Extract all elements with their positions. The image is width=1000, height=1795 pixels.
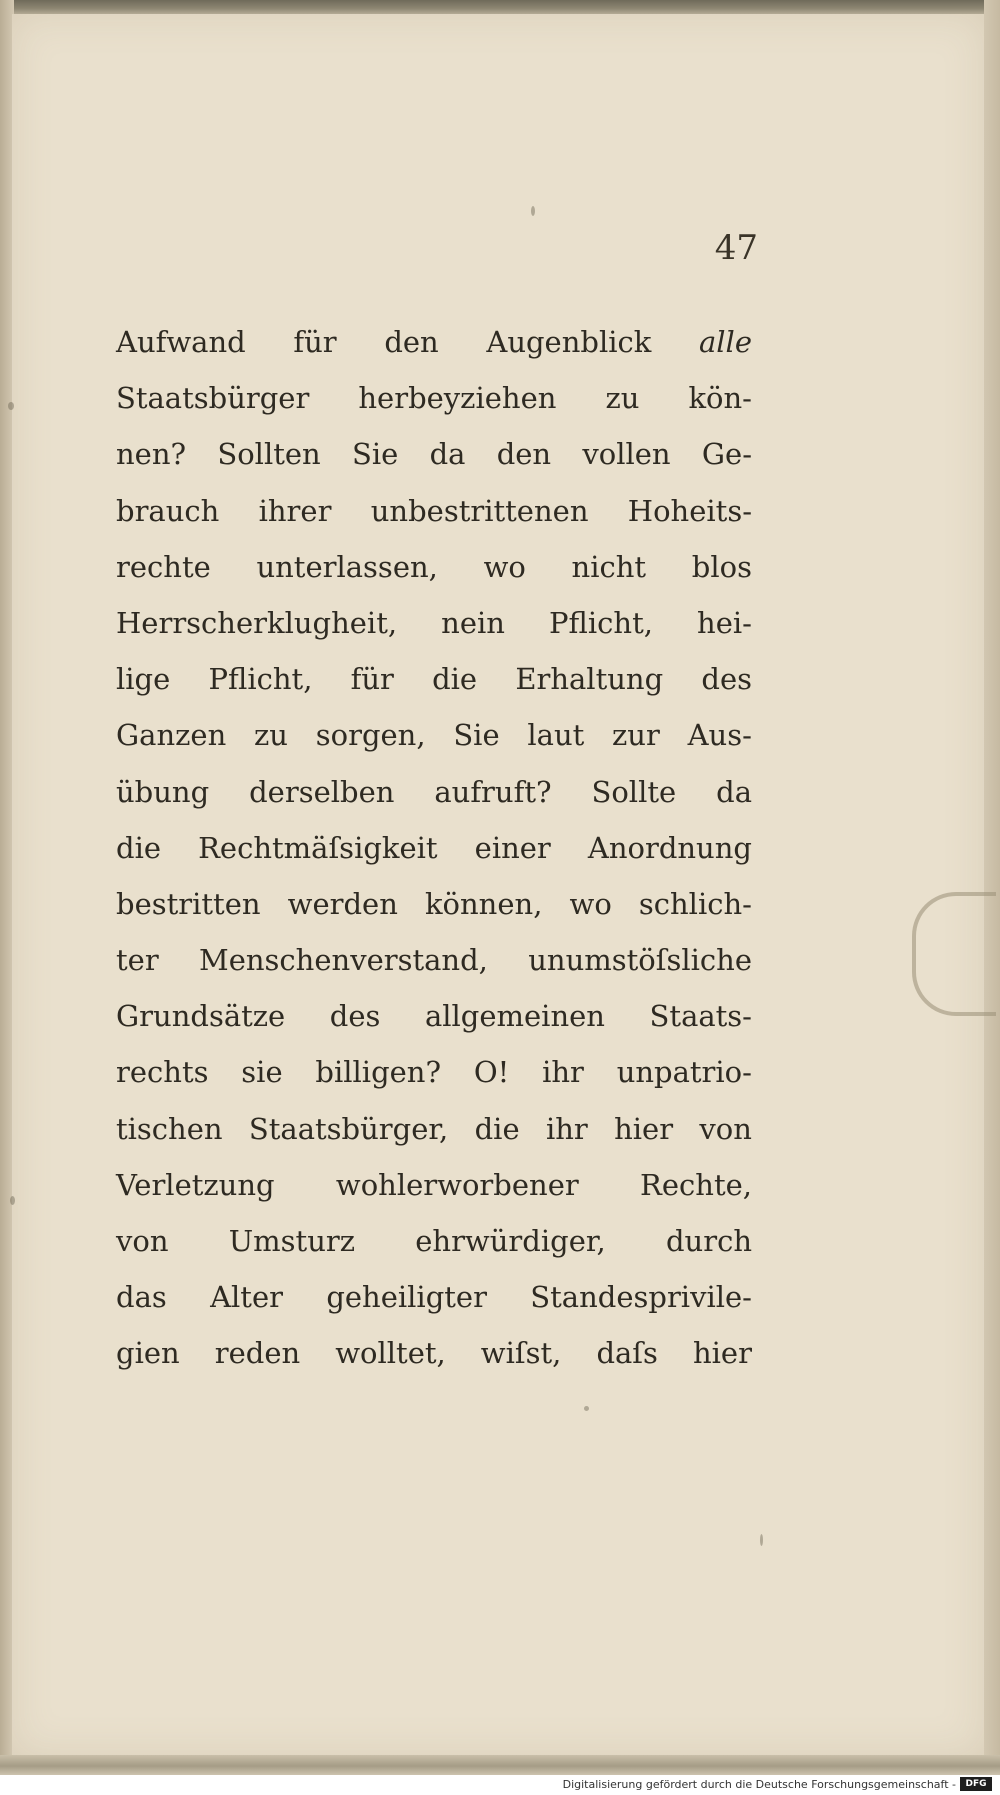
text-word: tischen xyxy=(116,1111,223,1146)
text-word: wo xyxy=(569,886,612,921)
text-word: Staatsbürger, xyxy=(248,1111,449,1146)
text-word: zu xyxy=(254,718,288,753)
text-line xyxy=(116,1213,752,1269)
text-word: kön- xyxy=(688,381,752,416)
text-word: ter xyxy=(116,943,159,978)
text-word: rechts xyxy=(116,1055,209,1090)
text-line xyxy=(116,539,752,595)
text-word: das xyxy=(116,1280,167,1315)
text-word: hier xyxy=(614,1111,674,1146)
text-word: werden xyxy=(287,886,398,921)
text-line xyxy=(116,426,752,482)
text-word: Sie xyxy=(453,718,500,753)
text-word: von xyxy=(116,1224,169,1258)
text-line xyxy=(116,1269,752,1325)
text-word: derselben xyxy=(249,774,395,809)
text-word: Sollten xyxy=(217,437,321,472)
text-word: Rechtmäſsigkeit xyxy=(198,830,438,865)
text-word: ihr xyxy=(542,1055,584,1090)
text-word: daſs xyxy=(596,1336,658,1371)
text-word: Pflicht, xyxy=(549,605,653,640)
clip-mark-decoration xyxy=(912,892,996,1016)
text-word: nein xyxy=(441,605,505,640)
text-word: die xyxy=(432,662,478,697)
text-line xyxy=(116,1101,752,1157)
text-word: für xyxy=(293,325,337,359)
text-word: Grundsätze xyxy=(116,999,286,1034)
text-line xyxy=(116,820,752,876)
text-word: unpatrio- xyxy=(616,1055,752,1090)
text-word: Herrscherklugheit, xyxy=(116,605,398,640)
text-word: Ge- xyxy=(701,437,752,472)
text-word: ehrwürdiger, xyxy=(415,1224,606,1258)
text-word: zu xyxy=(605,381,640,416)
text-word: den xyxy=(384,325,439,359)
text-line xyxy=(116,988,752,1044)
text-word: Rechte, xyxy=(640,1167,752,1202)
text-word: den xyxy=(496,437,552,472)
text-word: schlich- xyxy=(638,886,752,921)
text-word: da xyxy=(716,774,752,809)
text-word: Umsturz xyxy=(228,1224,356,1258)
text-word: Staatsbürger xyxy=(116,381,310,416)
text-word: nicht xyxy=(571,549,647,584)
text-word: Menschenverstand, xyxy=(199,943,488,978)
text-line xyxy=(116,707,752,763)
text-word: O! xyxy=(473,1055,510,1090)
dfg-logo: DFG xyxy=(960,1777,992,1791)
text-line xyxy=(116,651,752,707)
text-line xyxy=(116,932,752,988)
text-word: ihrer xyxy=(258,493,332,528)
text-word: des xyxy=(701,662,752,697)
text-word: wolltet, xyxy=(335,1336,446,1371)
text-word: durch xyxy=(665,1224,752,1258)
text-word: können, xyxy=(424,886,543,921)
text-word: Verletzung xyxy=(116,1167,275,1202)
text-word: gien xyxy=(116,1336,180,1371)
text-word: Standesprivile- xyxy=(530,1280,752,1315)
text-word: Hoheits- xyxy=(627,493,752,528)
text-word: alle xyxy=(698,325,752,359)
text-word: von xyxy=(699,1111,752,1146)
text-word: wiſst, xyxy=(480,1336,562,1371)
text-word: reden xyxy=(214,1336,301,1371)
bottom-book-edge xyxy=(0,1755,1000,1777)
text-word: wo xyxy=(483,549,526,584)
text-word: billigen? xyxy=(315,1055,442,1090)
text-word: übung xyxy=(116,774,210,809)
text-word: geheiligter xyxy=(326,1280,487,1315)
text-word: brauch xyxy=(116,493,220,528)
text-word: Staats- xyxy=(649,999,752,1034)
text-word: herbeyziehen xyxy=(358,381,557,416)
text-word: Anordnung xyxy=(587,830,752,865)
text-word: bestritten xyxy=(116,886,261,921)
text-line xyxy=(116,370,752,426)
text-word: für xyxy=(350,662,394,697)
right-page-edge xyxy=(984,0,1000,1775)
text-word: vollen xyxy=(582,437,671,472)
text-word: da xyxy=(429,437,466,472)
text-word: hier xyxy=(692,1336,752,1371)
text-line xyxy=(116,876,752,932)
text-word: sie xyxy=(241,1055,283,1090)
text-word: Erhaltung xyxy=(515,662,664,697)
text-word: ihr xyxy=(545,1111,588,1146)
text-word: unbestrittenen xyxy=(370,493,589,528)
text-word: Aus- xyxy=(687,718,752,753)
text-word: lige xyxy=(116,662,171,697)
text-word: Pflicht, xyxy=(208,662,313,697)
text-line xyxy=(116,483,752,539)
text-line xyxy=(116,1157,752,1213)
text-word: hei- xyxy=(697,605,752,640)
paper-speck xyxy=(760,1534,763,1546)
text-word: allgemeinen xyxy=(424,999,605,1034)
digitization-credit: Digitalisierung gefördert durch die Deutsche Forschungsgemeinschaft - xyxy=(562,1778,956,1791)
text-line xyxy=(116,1325,752,1381)
text-word: einer xyxy=(474,830,551,865)
text-line xyxy=(116,314,752,370)
paper-speck xyxy=(531,206,535,216)
text-word: rechte xyxy=(116,549,211,584)
text-word: zur xyxy=(612,718,660,753)
paper-speck xyxy=(8,402,14,410)
text-word: die xyxy=(116,830,162,865)
text-word: Ganzen xyxy=(116,718,227,753)
text-line xyxy=(116,1044,752,1100)
text-word: wohlerworbener xyxy=(335,1167,579,1202)
text-word: laut xyxy=(527,718,585,753)
text-word: unumstöſsliche xyxy=(528,943,752,978)
text-line xyxy=(116,764,752,820)
body-text xyxy=(116,314,752,1382)
text-line xyxy=(116,595,752,651)
text-word: des xyxy=(329,999,381,1034)
page-number: 47 xyxy=(714,228,758,268)
text-word: Sie xyxy=(351,437,399,472)
text-word: Sollte xyxy=(591,774,677,809)
text-word: die xyxy=(474,1111,520,1146)
text-word: Augenblick xyxy=(486,325,652,359)
text-word: unterlassen, xyxy=(256,549,438,584)
text-word: nen? xyxy=(116,437,187,472)
text-word: aufruft? xyxy=(434,774,552,809)
text-word: blos xyxy=(691,549,752,584)
top-book-edge xyxy=(0,0,1000,14)
text-word: Alter xyxy=(210,1280,283,1315)
paper-speck xyxy=(584,1406,589,1411)
paper-speck xyxy=(10,1196,15,1205)
text-word: Aufwand xyxy=(116,325,246,359)
text-word: sorgen, xyxy=(315,718,426,753)
